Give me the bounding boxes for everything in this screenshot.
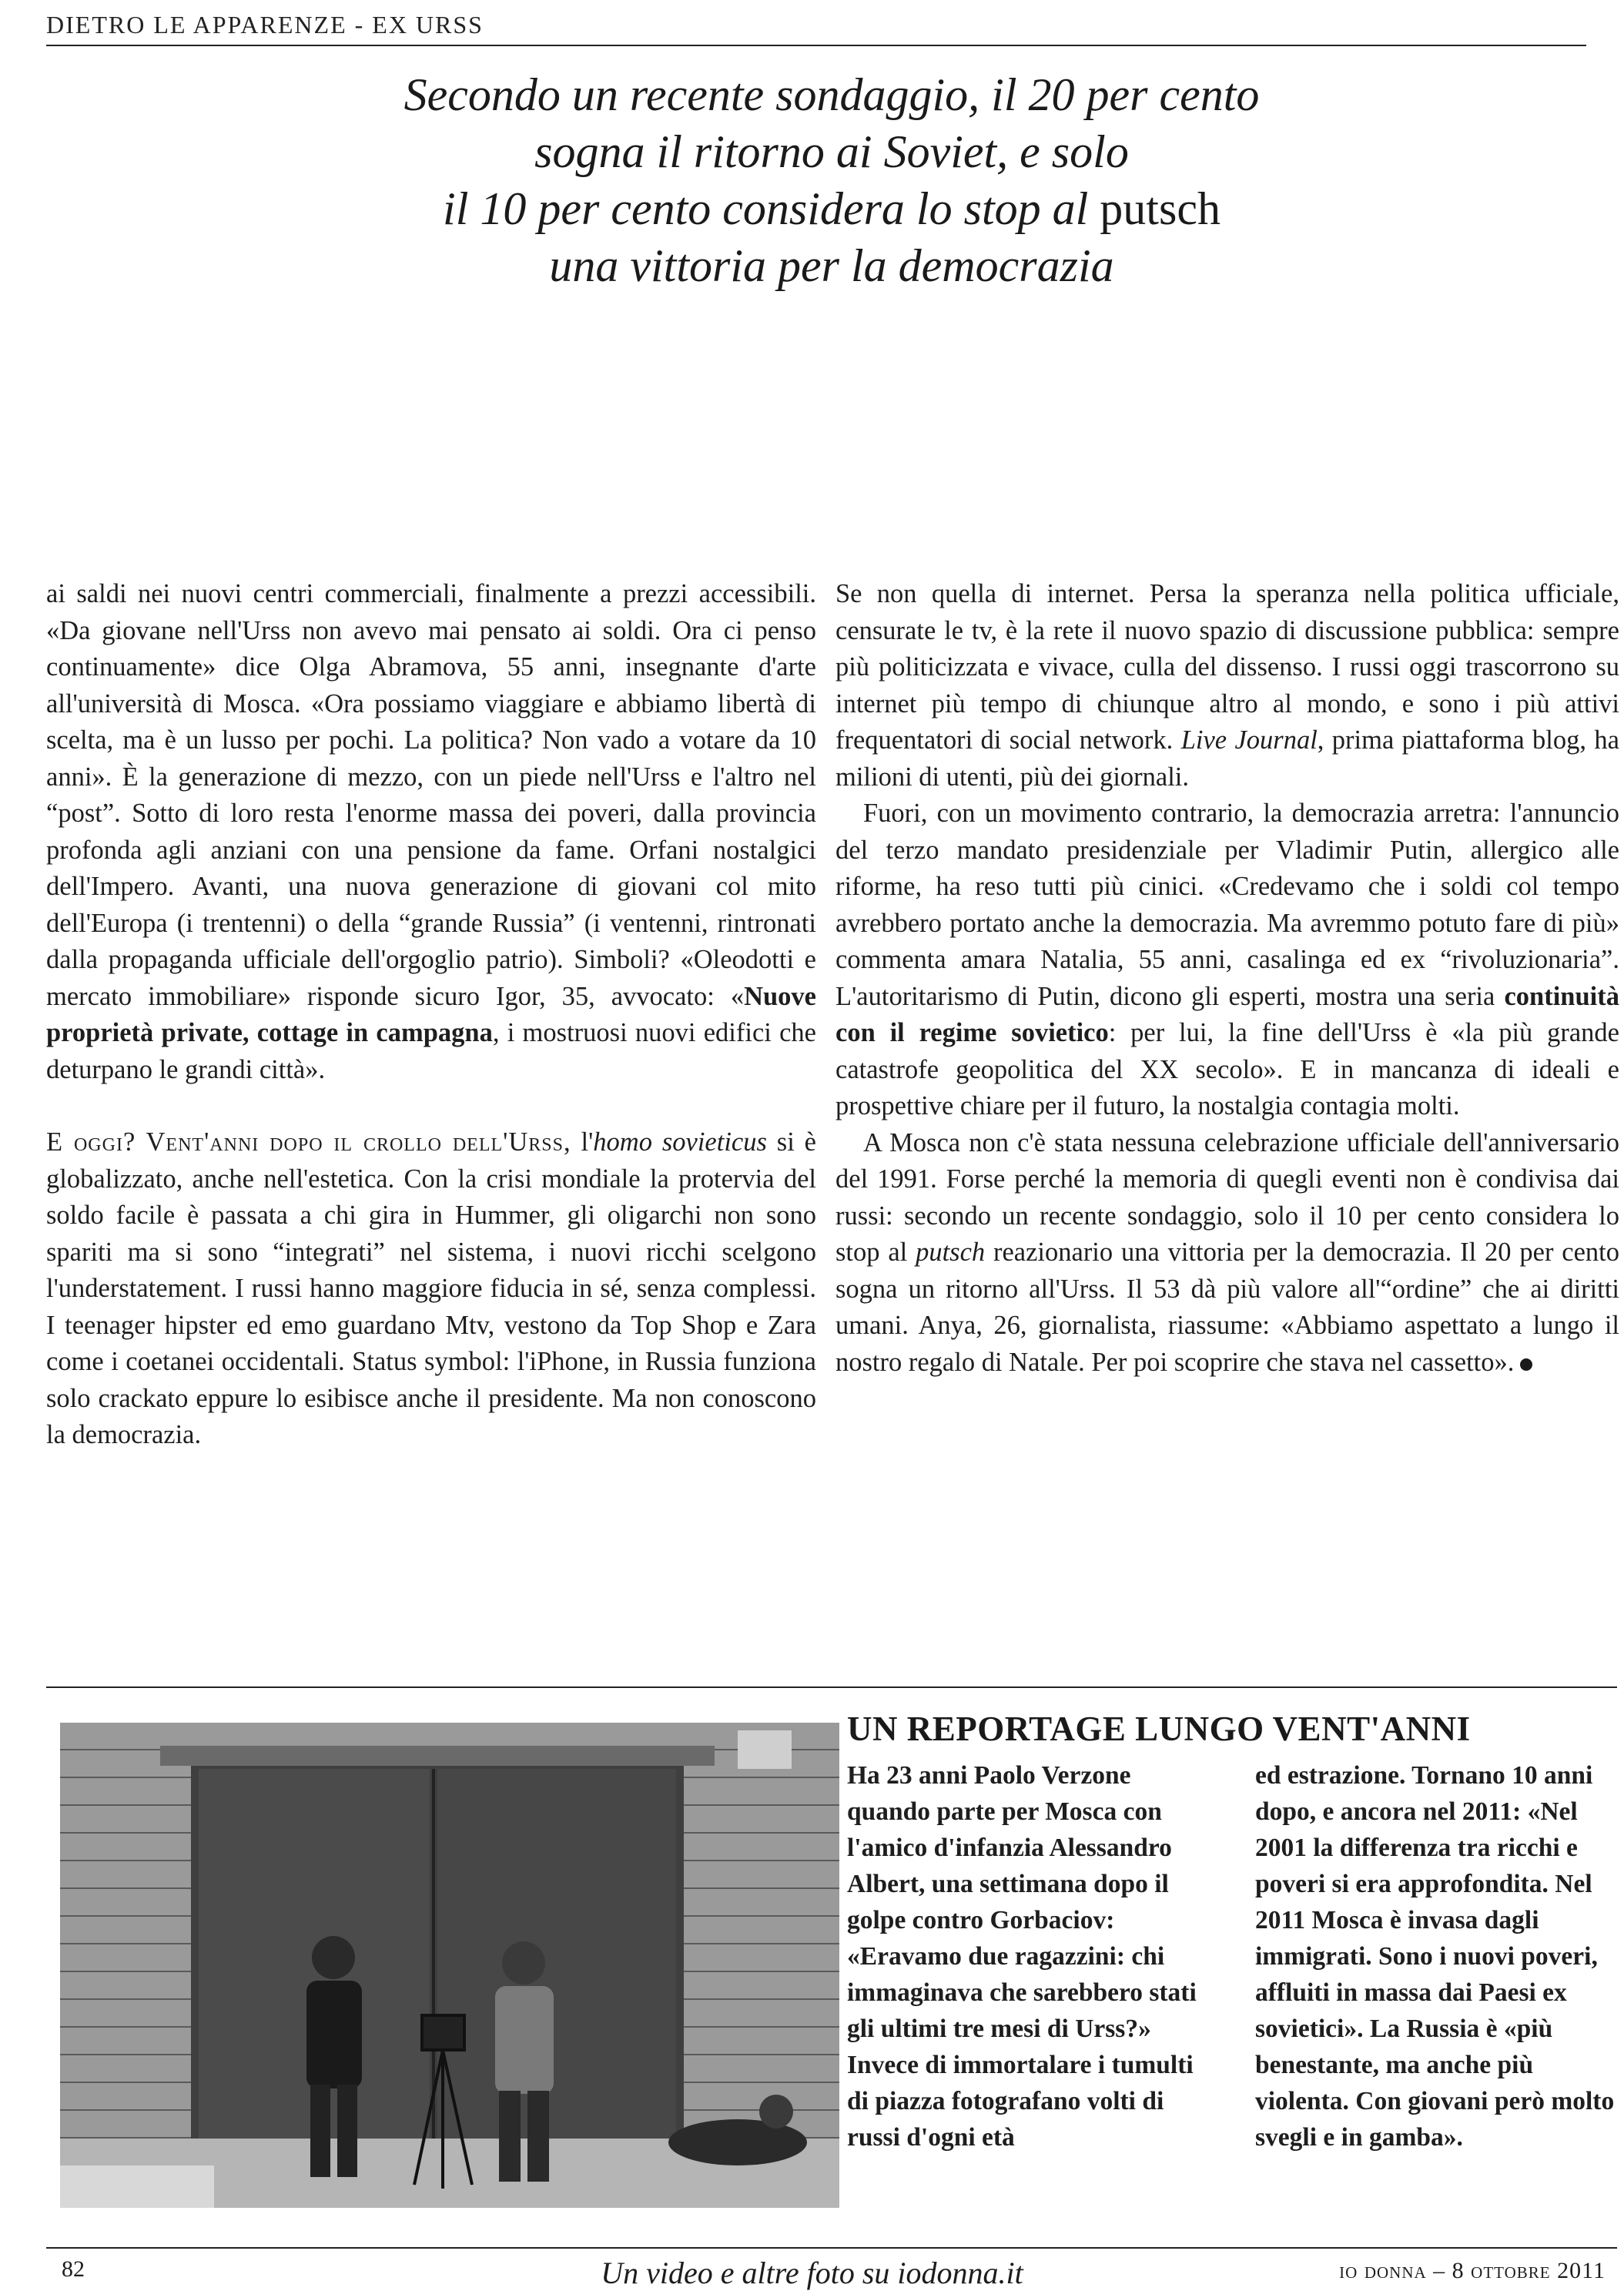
paragraph bbox=[835, 576, 1619, 795]
paragraph-text: , prima piattaforma blog, ha milioni di utenti, più dei giornali. bbox=[835, 725, 1619, 792]
photo-illustration bbox=[60, 1723, 839, 2208]
pull-quote-line bbox=[308, 180, 1355, 237]
italic-phrase: Live Journal bbox=[1180, 725, 1318, 755]
paragraph-text: reazionario una vittoria per la democrazia. Il 20 per cento sogna un ritorno all'Urss. Il 53 dà più valore all'“ordine” che ai diritti umani. Anya, 26, giornalista, riassume: «Abbiamo aspettato a lungo il nostro regalo di Natale. Per poi scoprire che stava nel cassetto». bbox=[835, 1238, 1619, 1377]
bold-phrase: Nuove proprietà private, cottage in campagna bbox=[46, 981, 816, 1047]
lead-in-smallcaps: E oggi? Vent'anni dopo il crollo dell'Urss, bbox=[46, 1127, 571, 1157]
italic-phrase: putsch bbox=[916, 1238, 986, 1267]
box-top-rule bbox=[46, 1686, 1617, 1688]
pull-quote-line: Secondo un recente sondaggio, il 20 per cento bbox=[403, 69, 1260, 120]
paragraph bbox=[46, 1124, 816, 1454]
pull-quote-putsch: putsch bbox=[1100, 183, 1221, 234]
article-column-left bbox=[46, 576, 816, 1454]
box-text bbox=[847, 1757, 1617, 2155]
section-label: DIETRO LE APPARENZE - EX URSS bbox=[46, 11, 484, 39]
pull-quote-line: una vittoria per la democrazia bbox=[549, 240, 1114, 291]
paragraph bbox=[835, 1125, 1619, 1382]
paragraph-text: : per lui, la fine dell'Urss è «la più grande catastrofe geopolitica del XX secolo». E in mancanza di ideali e prospettive chiare per il futuro, la nostalgia contagia molti. bbox=[835, 1018, 1619, 1120]
paragraph-text: si è globalizzato, anche nell'estetica. Con la crisi mondiale la protervia del soldo facile è passata a chi gira in Hummer, gli oligarchi non sono spariti ma si sono “integrati” nel sistema, i nuovi ricchi scelgono l'understatement. I russi hanno maggiore fiducia in sé, senza complessi. I teenager hipster ed emo guardano Mtv, vestono da Top Shop e Zara come i coetanei occidentali. Status symbol: l'iPhone, in Russia funziona solo crackato eppure lo esibisce anche il presidente. Ma non conoscono la democrazia. bbox=[46, 1127, 816, 1449]
paragraph bbox=[46, 576, 816, 1088]
italic-phrase: homo sovieticus bbox=[593, 1127, 767, 1157]
reportage-photo bbox=[60, 1723, 839, 2208]
pull-quote-line: sogna il ritorno ai Soviet, e solo bbox=[534, 126, 1129, 177]
box-column-2: ed estrazione. Tornano 10 anni dopo, e ancora nel 2011: «Nel 2001 la differenza tra ricchi e poveri si era approfondita. Nel 2011 Mosca è invasa dagli immigrati. Sono i nuovi poveri, affluiti in massa dai Paesi ex sovietici». La Russia è «più benestante, ma anche più violenta. Con giovani però molto svegli e in gamba». bbox=[1255, 1761, 1615, 2152]
paragraph-text: Se non quella di internet. Persa la speranza nella politica ufficiale, censurate le tv, è la rete il nuovo spazio di discussione pubblica: sempre più politicizzata e vivace, culla del dissenso. I russi oggi trascorrono su internet più tempo di chiunque altro al mondo, e sono i più attivi frequentatori di social network. bbox=[835, 579, 1619, 755]
footer-rule bbox=[46, 2247, 1617, 2249]
bold-phrase: continuità con il regime sovietico bbox=[835, 981, 1619, 1047]
paragraph-text: A Mosca non c'è stata nessuna celebrazione ufficiale dell'anniversario del 1991. Forse perché la memoria di quegli eventi non è condivisa dai russi: secondo un recente sondaggio, solo il 10 per cento considera lo stop al bbox=[835, 1127, 1619, 1267]
box-title: UN REPORTAGE LUNGO VENT'ANNI bbox=[847, 1710, 1471, 1748]
box-column-1: Ha 23 anni Paolo Verzone quando parte per Mosca con l'amico d'infanzia Alessandro Albert, una settimana dopo il golpe contro Gorbaciov: «Eravamo due ragazzini: chi immaginava che sarebbero stati gli ultimi tre mesi di Urss?» Invece di immortalare i tumulti di piazza fotografano volti di russi d'ogni età bbox=[847, 1761, 1197, 2152]
end-bullet-icon bbox=[1520, 1358, 1532, 1371]
footer-link-text: Un video e altre foto su iodonna.it bbox=[601, 2256, 1023, 2290]
paragraph-text: l' bbox=[571, 1127, 594, 1157]
paragraph-text: Fuori, con un movimento contrario, la democrazia arretra: l'annuncio del terzo mandato presidenziale per Vladimir Putin, allergico alle riforme, ha reso tutti più cinici. «Credevamo che i soldi col tempo avrebbero portato anche la democrazia. Ma avremmo potuto fare di più» commenta amara Natalia, 55 anni, casalinga ed ex “rivoluzionaria”. L'autoritarismo di Putin, dicono gli esperti, mostra una seria bbox=[835, 799, 1619, 1011]
header-rule bbox=[46, 45, 1586, 46]
pull-quote bbox=[308, 66, 1355, 294]
issue-info: io donna – 8 ottobre 2011 bbox=[1339, 2258, 1606, 2283]
paragraph bbox=[835, 795, 1619, 1125]
paragraph-text: ai saldi nei nuovi centri commerciali, finalmente a prezzi accessibili. «Da giovane nell'Urss non avevo mai pensato ai soldi. Ora ci penso continuamente» dice Olga Abramova, 55 anni, insegnante d'arte all'università di Mosca. «Ora possiamo viaggiare e abbiamo libertà di scelta, ma è un lusso per pochi. La politica? Non vado a votare da 10 anni». È la generazione di mezzo, con un piede nell'Urss e l'altro nel “post”. Sotto di loro resta l'enorme massa dei poveri, dalla provincia profonda agli anziani con una pensione da fame. Orfani nostalgici dell'Impero. Avanti, una nuova generazione di giovani col mito dell'Europa (i trentenni) o della “grande Russia” (i ventenni, rintronati dalla propaganda ufficiale dell'orgoglio patrio). Simboli? «Oleodotti e mercato immobiliare» risponde sicuro Igor, 35, avvocato: « bbox=[46, 579, 816, 1011]
page-number: 82 bbox=[62, 2256, 85, 2282]
paragraph-text: , i mostruosi nuovi edifici che deturpano le grandi città». bbox=[46, 1018, 816, 1084]
pull-quote-text: il 10 per cento considera lo stop al bbox=[443, 183, 1089, 234]
article-column-right bbox=[835, 576, 1619, 1381]
column-divider bbox=[816, 579, 817, 1573]
